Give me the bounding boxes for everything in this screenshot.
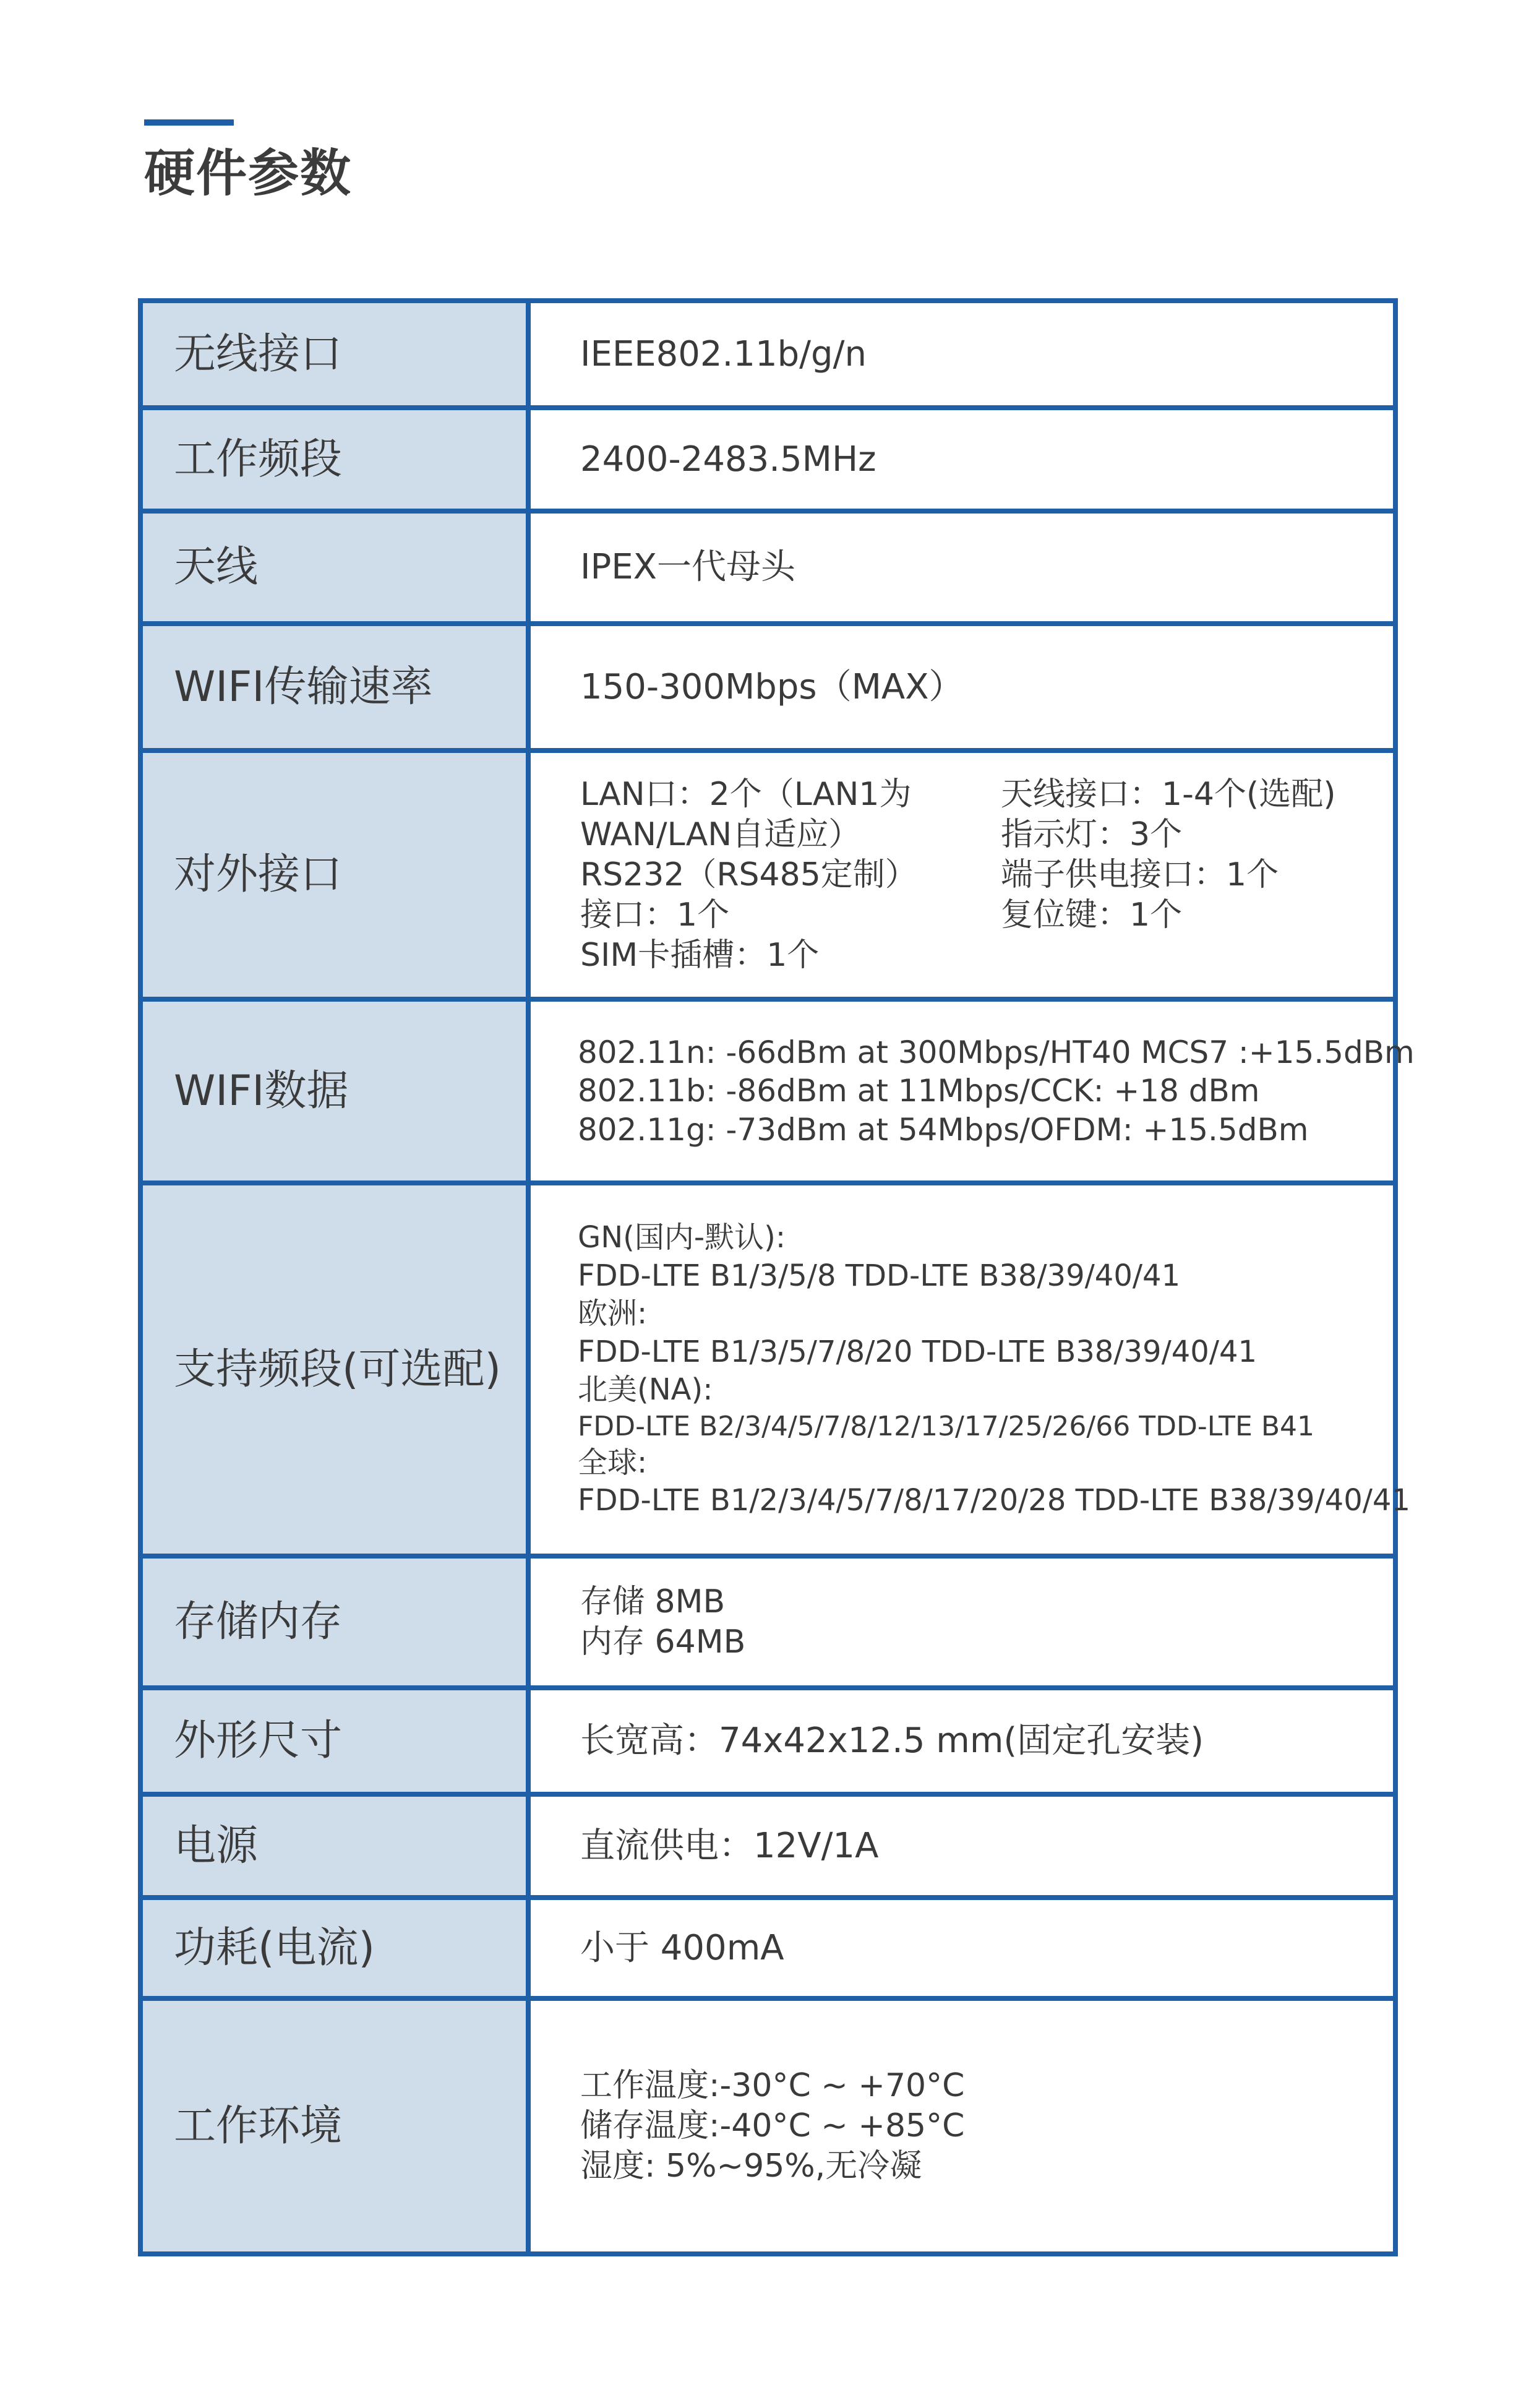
spec-row-wifi-data [143, 1002, 1415, 1185]
ports-column-right [1001, 775, 1381, 976]
port-line: SIM卡插槽：1个 [580, 936, 820, 974]
spec-value-text: 2400-2483.5MHz [580, 439, 876, 479]
spec-value [531, 410, 1393, 509]
spec-label: 存储内存 [143, 1559, 531, 1685]
spec-row-wireless-interface [143, 303, 1393, 410]
spec-row-bands [143, 1185, 1410, 1559]
port-line: 复位键：1个 [1001, 896, 1183, 934]
spec-value-text: 150-300Mbps（MAX） [580, 666, 964, 707]
port-line: 端子供电接口：1个 [1001, 856, 1279, 893]
spec-value [531, 753, 1393, 997]
spec-value [531, 2001, 1393, 2251]
band-line: FDD-LTE B1/3/5/7/8/20 TDD-LTE B38/39/40/41 [578, 1334, 1258, 1369]
spec-value [531, 1797, 1393, 1895]
port-line: 指示灯：3个 [1001, 815, 1183, 853]
spec-value [531, 303, 1393, 405]
environment-line: 湿度: 5%~95%,无冷凝 [580, 2148, 922, 2185]
spec-value [531, 1900, 1393, 1996]
spec-label: 支持频段(可选配) [143, 1185, 531, 1554]
spec-row-wifi-rate [143, 626, 1393, 753]
spec-row-frequency [143, 410, 1393, 514]
band-line: 全球: [578, 1445, 648, 1480]
spec-value-text: IPEX一代母头 [580, 547, 796, 588]
wifi-data-line: 802.11b: -86dBm at 11Mbps/CCK: +18 dBm [578, 1073, 1260, 1109]
spec-label: 对外接口 [143, 753, 531, 997]
spec-label: 功耗(电流) [143, 1900, 531, 1996]
ports-columns [580, 775, 1381, 976]
spec-value [531, 1185, 1416, 1554]
band-line: 北美(NA): [578, 1372, 713, 1408]
band-line: FDD-LTE B1/2/3/4/5/7/8/17/20/28 TDD-LTE B38/39/40/41 [578, 1483, 1410, 1518]
port-line: 接口：1个 [580, 896, 730, 934]
page-title: 硬件参数 [144, 144, 353, 203]
wifi-data-line: 802.11g: -73dBm at 54Mbps/OFDM: +15.5dBm [578, 1111, 1309, 1148]
band-line: GN(国内-默认): [578, 1220, 786, 1255]
port-line: LAN口：2个（LAN1为 [580, 775, 912, 813]
spec-value [531, 1690, 1393, 1792]
band-line: FDD-LTE B1/3/5/8 TDD-LTE B38/39/40/41 [578, 1258, 1181, 1293]
spec-row-dimensions [143, 1690, 1393, 1797]
spec-label: 工作环境 [143, 2001, 531, 2251]
spec-value [531, 1002, 1421, 1180]
spec-row-power-consumption [143, 1900, 1393, 2001]
spec-label: 工作频段 [143, 410, 531, 509]
spec-label: WIFI传输速率 [143, 626, 531, 748]
environment-line: 储存温度:-40°C ~ +85°C [580, 2107, 965, 2144]
title-accent-bar [144, 119, 234, 126]
spec-label: 电源 [143, 1797, 531, 1895]
spec-value [531, 626, 1393, 748]
spec-row-memory [143, 1559, 1393, 1690]
spec-label: 天线 [143, 514, 531, 621]
band-line: FDD-LTE B2/3/4/5/7/8/12/13/17/25/26/66 TDD-LTE B41 [578, 1410, 1315, 1442]
memory-line: 存储 8MB [580, 1583, 726, 1620]
memory-line: 内存 64MB [580, 1623, 746, 1661]
spec-value-text: 长宽高：74x42x12.5 mm(固定孔安装) [580, 1721, 1204, 1761]
ports-column-left [580, 775, 1001, 976]
spec-table [138, 298, 1415, 2256]
port-line: 天线接口：1-4个(选配) [1001, 775, 1336, 813]
spec-row-antenna [143, 514, 1393, 626]
spec-value [531, 514, 1393, 621]
band-line: 欧洲: [578, 1296, 648, 1331]
port-line: WAN/LAN自适应） [580, 815, 861, 853]
spec-value [531, 1559, 1393, 1685]
spec-row-external-ports [143, 753, 1393, 1002]
port-line: RS232（RS485定制） [580, 856, 917, 893]
environment-line: 工作温度:-30°C ~ +70°C [580, 2067, 965, 2104]
wifi-data-line: 802.11n: -66dBm at 300Mbps/HT40 MCS7 :+15.5dBm [578, 1034, 1415, 1070]
spec-value-text: 直流供电：12V/1A [580, 1825, 879, 1866]
spec-label: 无线接口 [143, 303, 531, 405]
spec-label: WIFI数据 [143, 1002, 531, 1180]
spec-label: 外形尺寸 [143, 1690, 531, 1792]
spec-row-power [143, 1797, 1393, 1900]
spec-value-text: 小于 400mA [580, 1927, 784, 1968]
spec-row-environment [143, 2001, 1393, 2251]
spec-value-text: IEEE802.11b/g/n [580, 333, 867, 374]
